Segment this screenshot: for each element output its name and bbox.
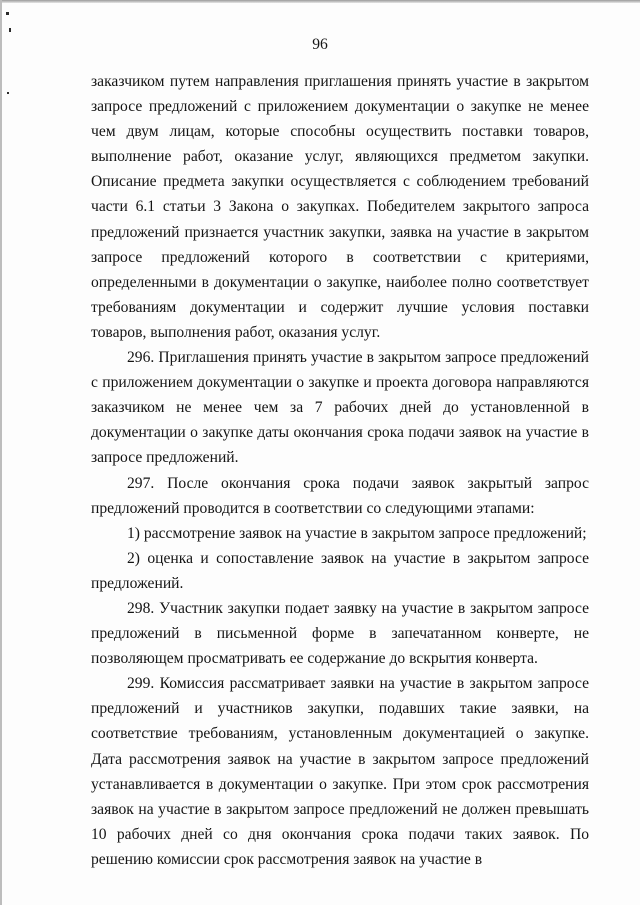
list-item-2: 2) оценка и сопоставление заявок на участие в закрытом запросе предложений. xyxy=(91,549,589,592)
scan-left-edge xyxy=(0,0,2,905)
scan-speck xyxy=(7,92,9,94)
document-body xyxy=(91,69,589,872)
paragraph-299: 299. Комиссия рассматривает заявки на участие в закрытом запросе предложений и участников закупки, подавших такие заявки, на соответствие требованиям, установленным документацией о закупке. Дата рассмотрения заявок на участие в закрытом запросе предложений устанавливается в документации о закупке. При этом срок рассмотрения заявок на участие в закрытом запросе предложений не должен превышать 10 рабочих дней со дня окончания срока подачи таких заявок. По решению комиссии срок рассмотрения заявок на участие в xyxy=(91,675,589,868)
paragraph-297: 297. После окончания срока подачи заявок закрытый запрос предложений проводится в соответствии со следующими этапами: xyxy=(91,474,589,517)
paragraph-298: 298. Участник закупки подает заявку на участие в закрытом запросе предложений в письменной форме в запечатанном конверте, не позволяющем просматривать ее содержание до вскрытия конверта. xyxy=(91,599,589,668)
page-number: 96 xyxy=(312,36,328,53)
list-item-1: 1) рассмотрение заявок на участие в закрытом запросе предложений; xyxy=(127,524,587,542)
paragraph-296: 296. Приглашения принять участие в закрытом запросе предложений с приложением документации о закупке и проекта договора направляются заказчиком не менее чем за 7 рабочих дней до установленной в документации о закупке даты окончания срока подачи заявок на участие в запросе предложений. xyxy=(91,349,589,467)
paragraph-continuation: заказчиком путем направления приглашения принять участие в закрытом запросе предложений с приложением документации о закупке не менее чем двум лицам, которые способны осуществить поставки товаров, выполнение работ, оказание услуг, являющихся предметом закупки. Описание предмета закупки осуществляется с соблюдением требований части 6.1 статьи 3 Закона о закупках. Победителем закрытого запроса предложений признается участник закупки, заявка на участие в закрытом запросе предложений которого в соответствии с критериями, определенными в документации о закупке, наиболее полно соответствует требованиям документации и содержит лучшие условия поставки товаров, выполнения работ, оказания услуг. xyxy=(91,73,589,341)
scan-top-edge xyxy=(0,0,640,3)
scan-speck xyxy=(6,12,9,15)
scan-speck xyxy=(9,28,11,32)
